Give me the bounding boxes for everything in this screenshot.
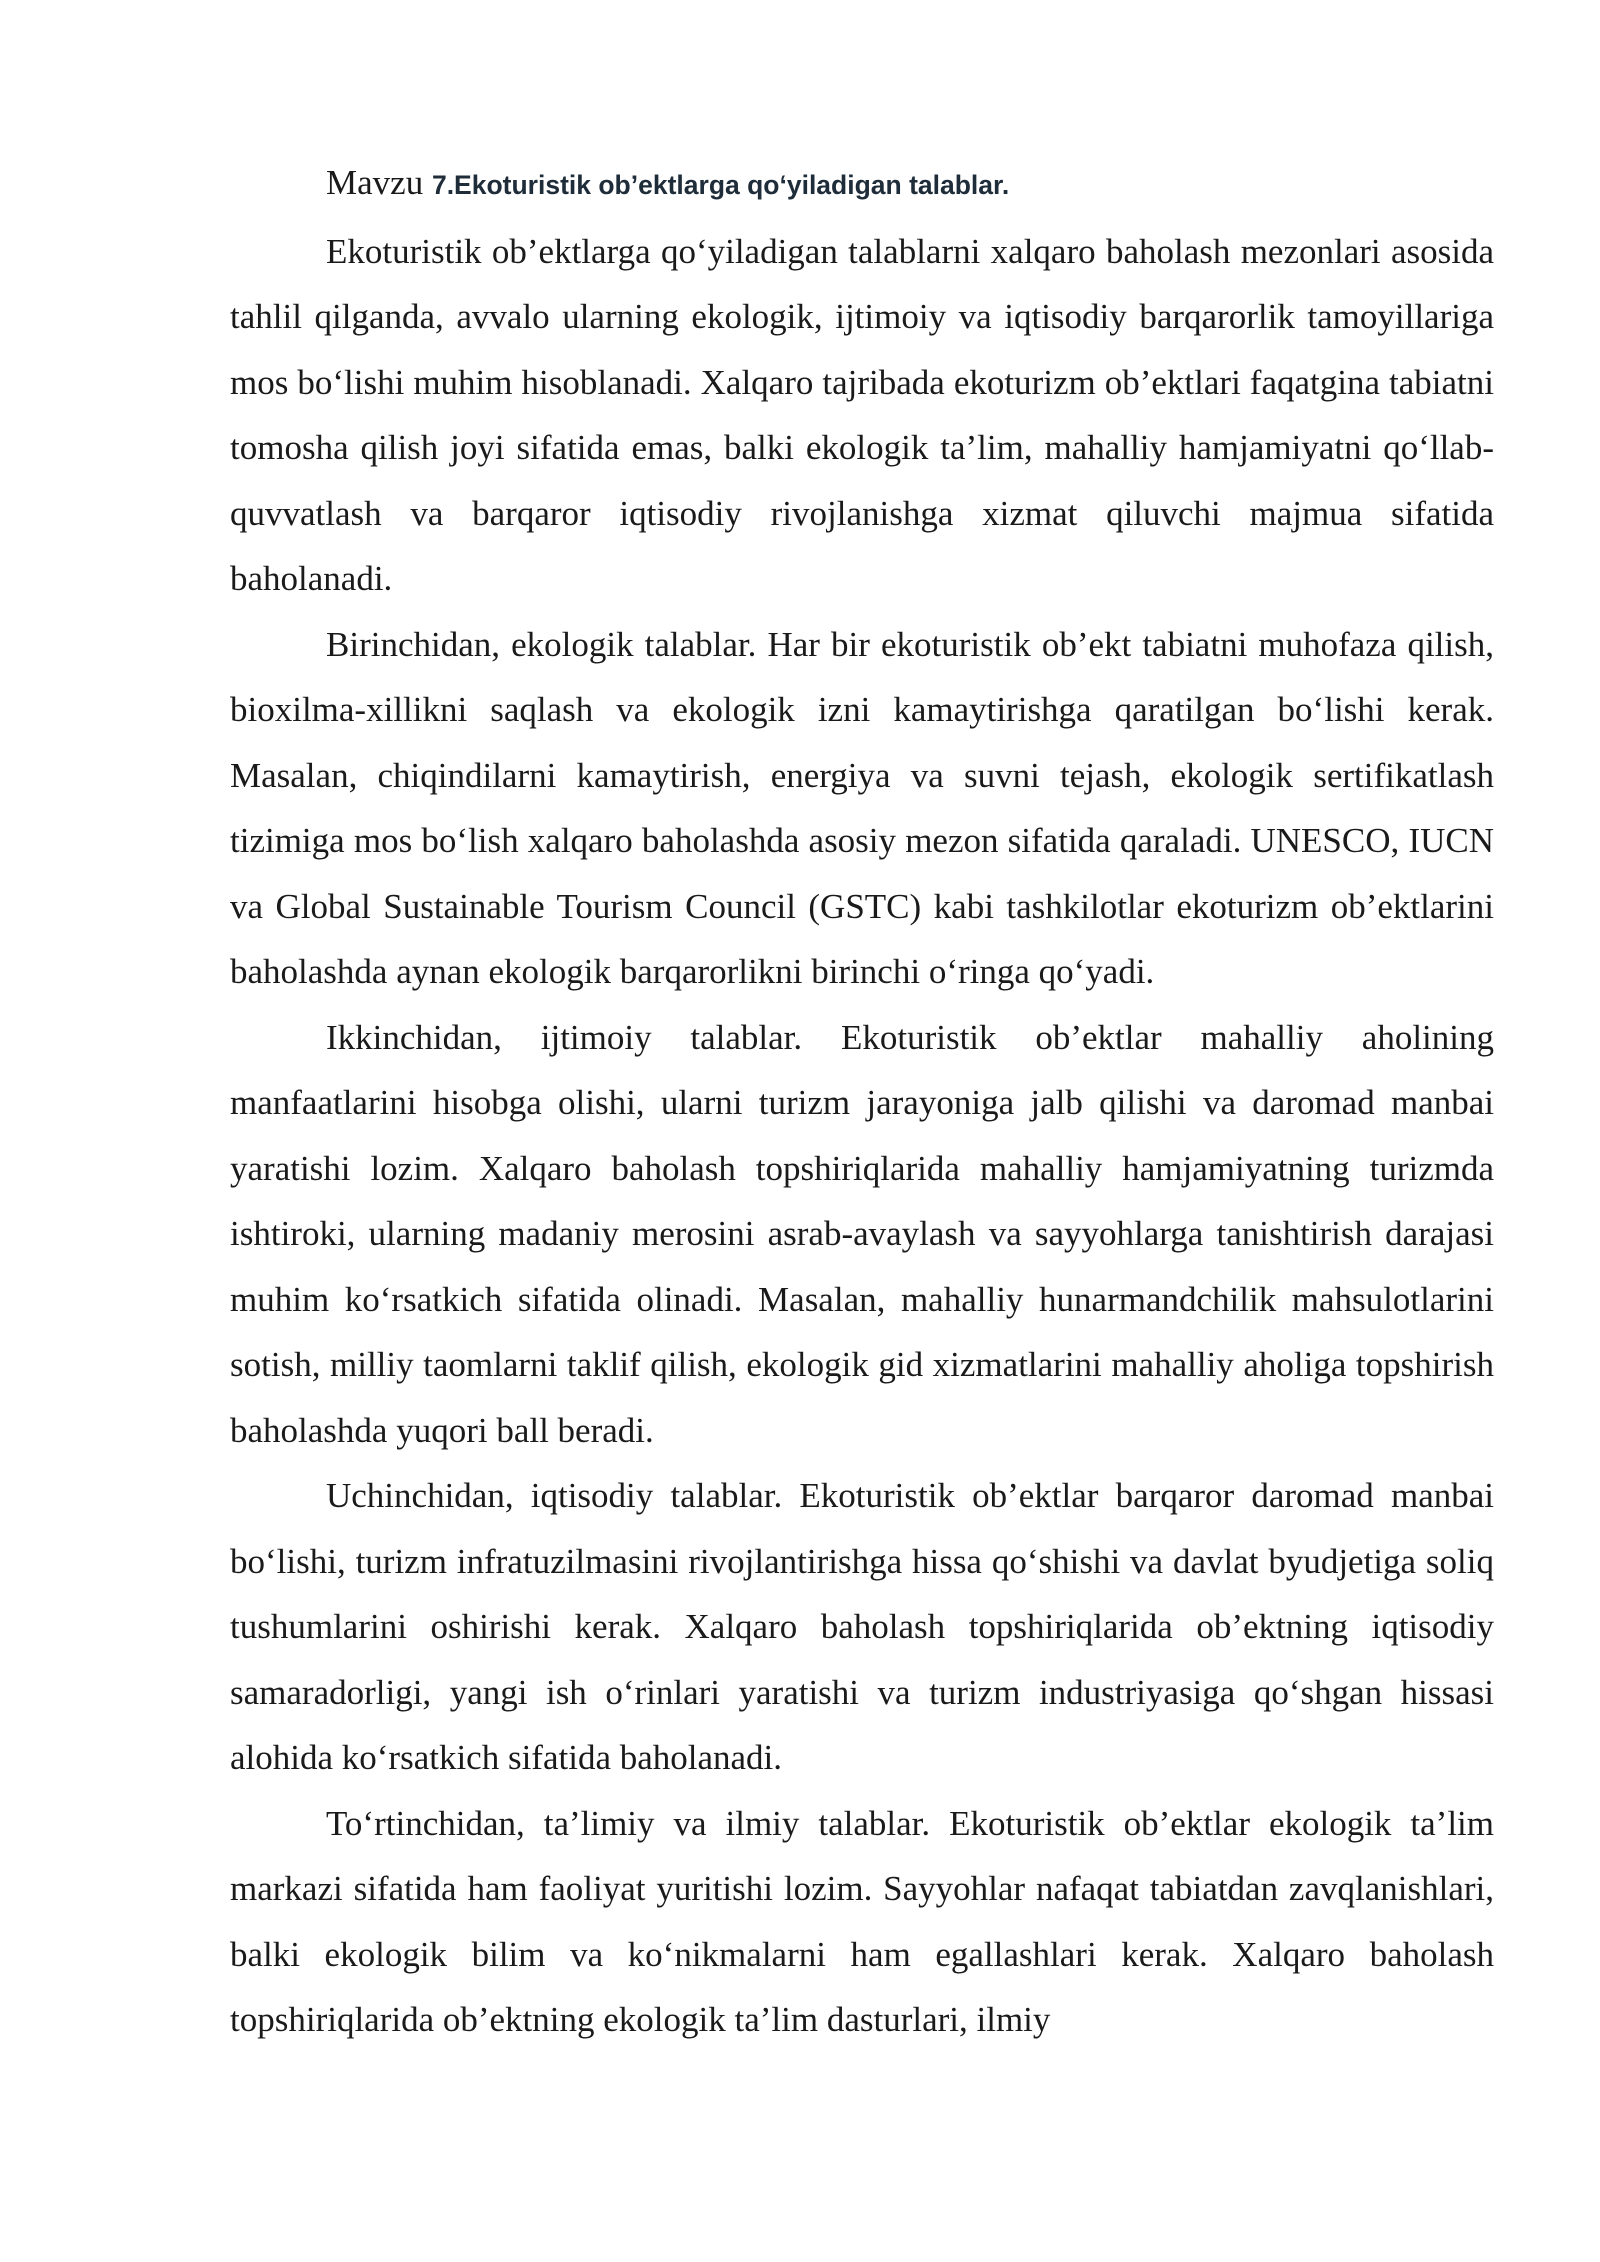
section-heading (230, 150, 1494, 219)
heading-title: 7.Ekoturistik ob’ektlarga qo‘yiladigan talablar. (431, 170, 1010, 200)
paragraph-ecological: Birinchidan, ekologik talablar. Har bir ekoturistik ob’ekt tabiatni muhofaza qilish, bioxilma-xillikni saqlash va ekologik izni kamaytirishga qaratilgan bo‘lishi kerak. Masalan, chiqindilarni kamaytirish, energiya va suvni tejash, ekologik sertifikatlash tizimiga mos bo‘lish xalqaro baholashda asosiy mezon sifatida qaraladi. UNESCO, IUCN va Global Sustainable Tourism Council (GSTC) kabi tashkilotlar ekoturizm ob’ektlarini baholashda aynan ekologik barqarorlikni birinchi o‘ringa qo‘yadi. (230, 624, 1494, 991)
paragraph-economic: Uchinchidan, iqtisodiy talablar. Ekoturistik ob’ektlar barqaror daromad manbai bo‘lishi, turizm infratuzilmasini rivojlantirishga hissa qo‘shishi va davlat byudjetiga soliq tushumlarini oshirishi kerak. Xalqaro baholash topshiriqlarida ob’ektning iqtisodiy samaradorligi, yangi ish o‘rinlari yaratishi va turizm industriyasiga qo‘shgan hissasi alohida ko‘rsatkich sifatida baholanadi. (230, 1476, 1494, 1777)
heading-lead: Mavzu (326, 163, 424, 202)
paragraph-intro: Ekoturistik ob’ektlarga qo‘yiladigan talablarni xalqaro baholash mezonlari asosida tahlil qilganda, avvalo ularning ekologik, ijtimoiy va iqtisodiy barqarorlik tamoyillariga mos bo‘lishi muhim hisoblanadi. Xalqaro tajribada ekoturizm ob’ektlari faqatgina tabiatni tomosha qilish joyi sifatida emas, balki ekologik ta’lim, mahalliy hamjamiyatni qo‘llab-quvvatlash va barqaror iqtisodiy rivojlanishga xizmat qiluvchi majmua sifatida baholanadi. (230, 231, 1494, 598)
paragraph-educational: To‘rtinchidan, ta’limiy va ilmiy talablar. Ekoturistik ob’ektlar ekologik ta’lim markazi sifatida ham faoliyat yuritishi lozim. Sayyohlar nafaqat tabiatdan zavqlanishlari, balki ekologik bilim va ko‘nikmalarni ham egallashlari kerak. Xalqaro baholash topshiriqlarida ob’ektning ekologik ta’lim dasturlari, ilmiy (230, 1803, 1494, 2039)
document-page (230, 150, 1494, 2053)
paragraph-social: Ikkinchidan, ijtimoiy talablar. Ekoturistik ob’ektlar mahalliy aholining manfaatlarini hisobga olishi, ularni turizm jarayoniga jalb qilishi va daromad manbai yaratishi lozim. Xalqaro baholash topshiriqlarida mahalliy hamjamiyatning turizmda ishtiroki, ularning madaniy merosini asrab-avaylash va sayyohlarga tanishtirish darajasi muhim ko‘rsatkich sifatida olinadi. Masalan, mahalliy hunarmandchilik mahsulotlarini sotish, milliy taomlarni taklif qilish, ekologik gid xizmatlarini mahalliy aholiga topshirish baholashda yuqori ball beradi. (230, 1017, 1494, 1450)
